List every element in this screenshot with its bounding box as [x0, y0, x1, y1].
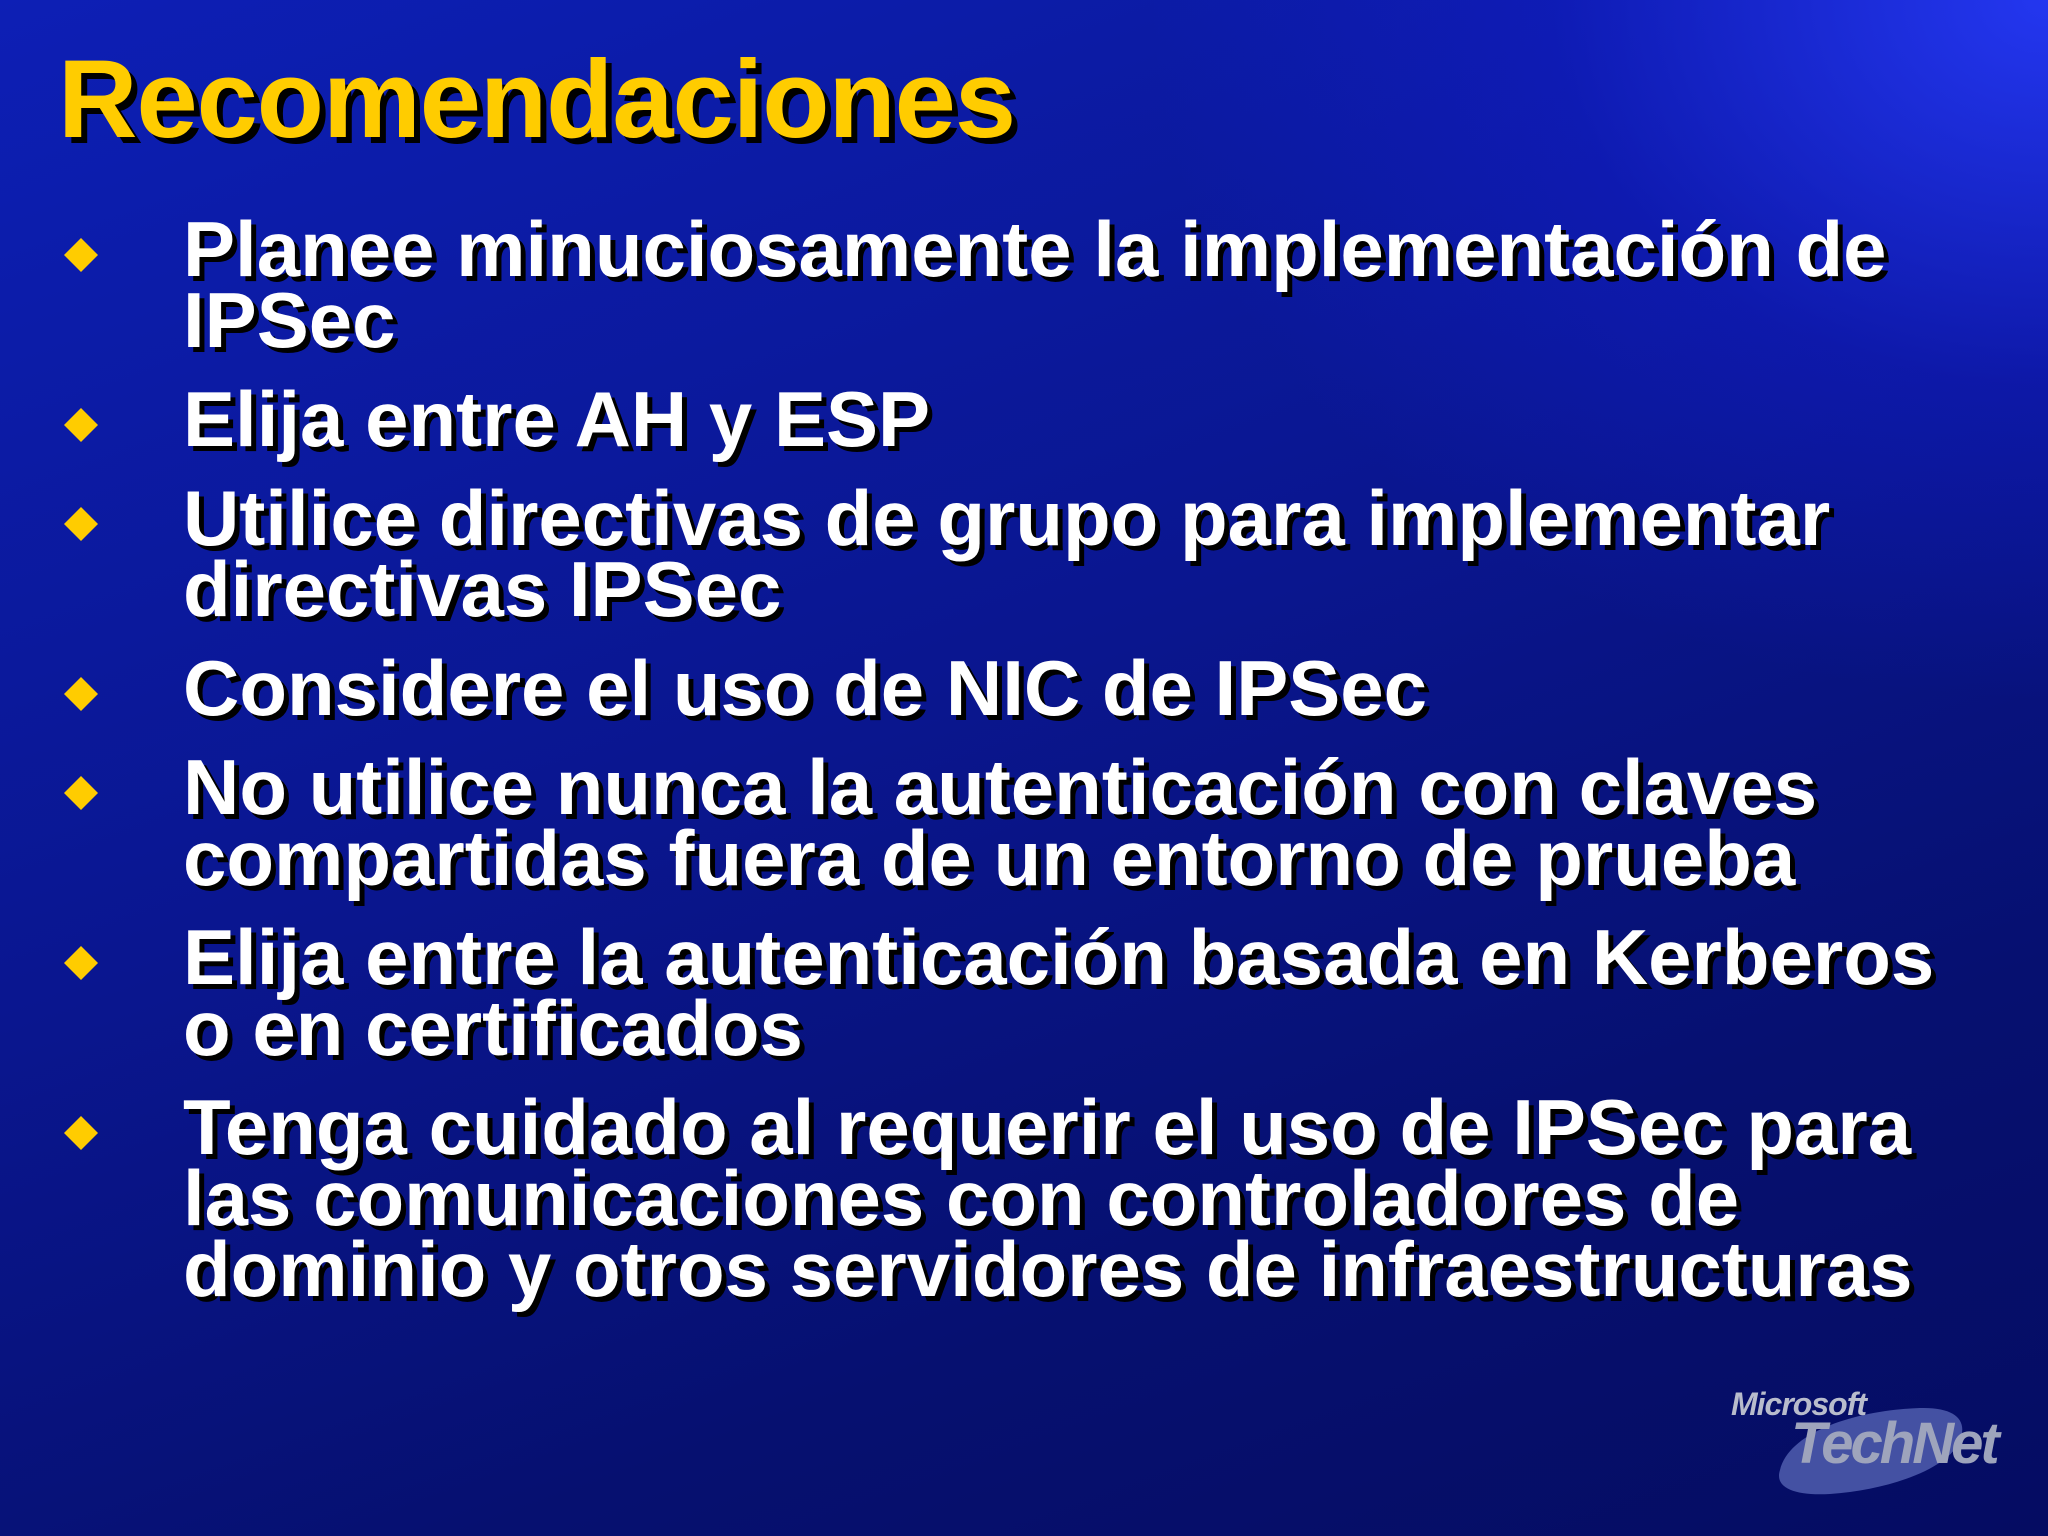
bullet-item	[0, 644, 2048, 732]
bullet-text: No utilice nunca la autenticación con claves compartidas fuera de un entorno de prueba	[183, 743, 1818, 902]
bullet-item	[0, 913, 2048, 1072]
bullet-text: Elija entre la autenticación basada en Kerberos o en certificados	[183, 913, 1935, 1072]
diamond-icon	[64, 507, 98, 541]
diamond-icon	[64, 1116, 98, 1150]
logo-microsoft-text: Microsoft	[1731, 1386, 1866, 1422]
bullet-item	[0, 205, 2048, 364]
diamond-icon	[64, 776, 98, 810]
bullet-item	[0, 743, 2048, 902]
diamond-icon	[64, 408, 98, 442]
diamond-icon	[64, 946, 98, 980]
bullet-text: Elija entre AH y ESP	[183, 375, 931, 463]
logo-technet-text: TechNet	[1791, 1411, 1997, 1476]
bullet-list	[0, 205, 2048, 1333]
bullet-item	[0, 474, 2048, 633]
bullet-item	[0, 375, 2048, 463]
bullet-item	[0, 1083, 2048, 1313]
bullet-text: Planee minuciosamente la implementación de IPSec	[183, 205, 1887, 364]
bullet-text: Tenga cuidado al requerir el uso de IPSec para las comunicaciones con controladores de dominio y otros servidores de infraestructuras	[183, 1083, 1913, 1313]
bullet-text: Utilice directivas de grupo para implementar directivas IPSec	[183, 474, 1831, 633]
technet-logo	[1725, 1372, 2015, 1502]
bullet-text: Considere el uso de NIC de IPSec	[183, 644, 1428, 732]
diamond-icon	[64, 238, 98, 272]
diamond-icon	[64, 677, 98, 711]
slide-title: Recomendaciones	[58, 38, 1016, 161]
